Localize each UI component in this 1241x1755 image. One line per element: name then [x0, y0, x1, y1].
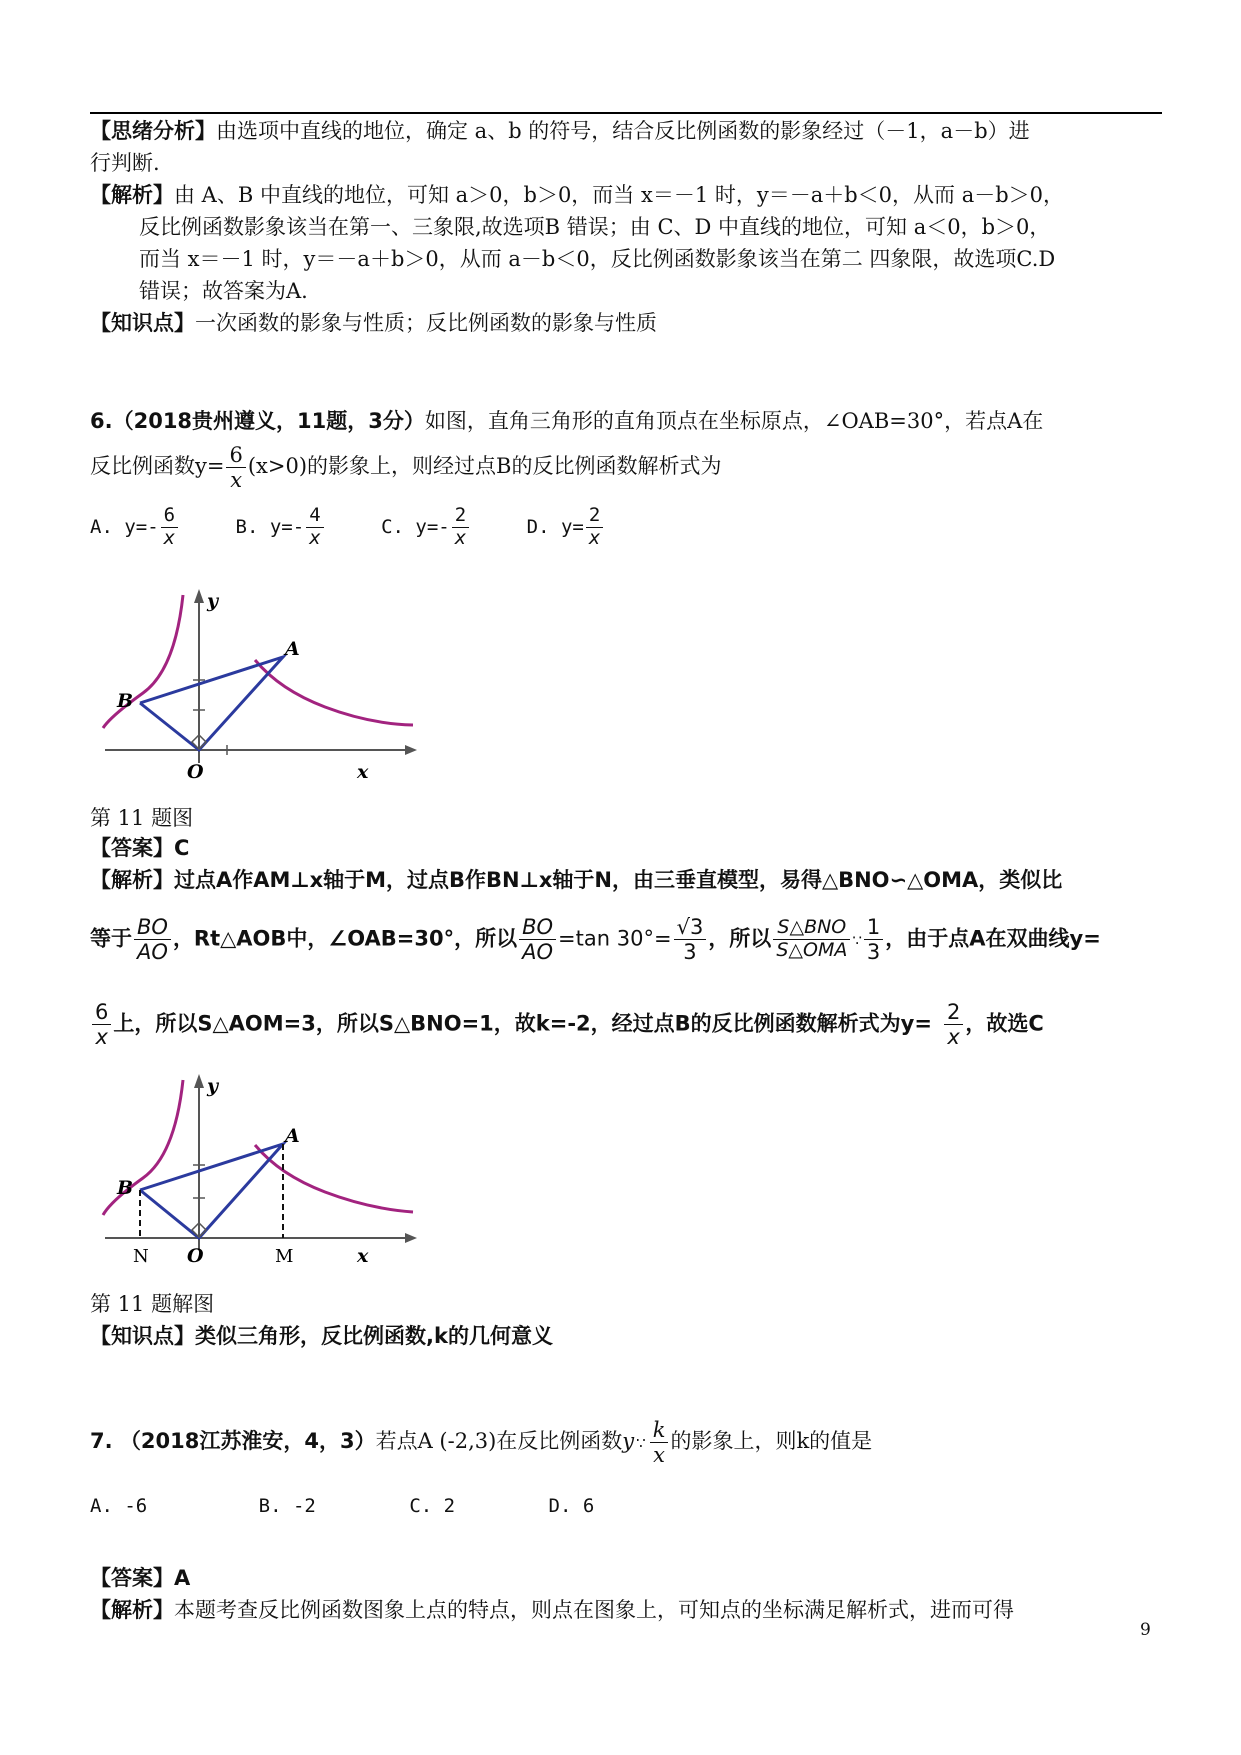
x-axis-arrow — [405, 1233, 417, 1243]
label-x: x — [357, 1245, 369, 1267]
q7-option-a: A. -6 — [90, 1495, 148, 1517]
q5-solution-line-4: 错误；故答案为A. — [139, 279, 308, 303]
label-o: O — [187, 1245, 204, 1267]
q7-answer: 【答案】A — [90, 1566, 191, 1590]
label-n: N — [133, 1246, 149, 1267]
label-a: A — [285, 638, 300, 660]
q7-option-c: C. 2 — [409, 1495, 456, 1517]
q7-option-b: B. -2 — [258, 1495, 316, 1517]
label-m: M — [275, 1246, 294, 1267]
q6-solution-line-1: 【解析】过点A作AM⊥x轴于M，过点B作BN⊥x轴于N，由三垂直模型，易得△BNO∽△OMA，类似比 — [90, 868, 1063, 892]
q5-knowledge: 【知识点】一次函数的影象与性质；反比例函数的影象与性质 — [90, 311, 657, 335]
q6-figure-caption: 第 11 题图 — [90, 806, 194, 830]
q6-solution-line-2: 等于 $\frac{BO}{AO}$ ，Rt△AOB中，∠OAB=30°，所以 $\frac{BO}{AO}$ =tan 30°= $\frac{√3}{3}$ ，所以 $\frac{\text{S△BNO}}{\text{S△OMA}}$ ∵ $\frac{1}{3}$ ，由于点A在双曲线y= — [90, 915, 1101, 965]
q5-solution-line-3: 而当 x＝－1 时，y＝－a＋b＞0，从而 a－b＜0，反比例函数影象该当在第二 四象限，故选项C.D — [139, 247, 1056, 271]
q5-analysis-line-2: 行判断. — [90, 151, 160, 175]
label-b: B — [117, 690, 134, 712]
q7-option-d: D. 6 — [548, 1495, 595, 1517]
label-y: y — [207, 590, 219, 612]
q5-solution-line-1: 【解析】由 A、B 中直线的地位，可知 a＞0，b＞0，而当 x＝－1 时，y＝－a＋b＜0，从而 a－b＞0， — [90, 183, 1065, 207]
x-axis-arrow — [405, 745, 417, 755]
q6-option-c: C. y=- $\frac{2}{x}$ — [381, 516, 471, 538]
q6-solution-figure — [95, 1070, 425, 1282]
q6-stem-line-1: 6.（2018贵州遵义，11题，3分）如图，直角三角形的直角顶点在坐标原点，∠OAB=30°，若点A在 — [90, 409, 1044, 433]
label-y: y — [207, 1075, 219, 1097]
y-axis-arrow — [194, 589, 204, 603]
q5-solution-line-2: 反比例函数影象该当在第一、三象限,故选项B 错误；由 C、D 中直线的地位，可知 a＜0，b＞0， — [139, 215, 1051, 239]
q6-solution-figure-caption: 第 11 题解图 — [90, 1292, 215, 1316]
q6-option-d: D. y= $\frac{2}{x}$ — [527, 516, 606, 538]
q6-solution-line-3: $\frac{6}{x}$ 上，所以S△AOM=3，所以S△BNO=1，故k=-2，经过点B的反比例函数解析式为y= $\frac{2}{x}$ ，故选C — [90, 1000, 1044, 1049]
label-x: x — [357, 761, 369, 783]
curve-left — [103, 595, 183, 728]
q6-option-b: B. y=- $\frac{4}{x}$ — [236, 516, 326, 538]
q7-options — [90, 1490, 594, 1522]
q6-stem-line-2: 反比例函数y= $\frac{6}{x}$ (x>0)的影象上，则经过点B的反比例函数解析式为 — [90, 443, 722, 493]
q7-stem: 7. （2018江苏淮安，4，3）若点A (-2,3)在反比例函数y ∵ $\frac{k}{x}$ 的影象上，则k的值是 — [90, 1418, 873, 1468]
page-number: 9 — [1140, 1620, 1151, 1640]
q7-solution: 【解析】本题考查反比例函数图象上点的特点，则点在图象上，可知点的坐标满足解析式，进而可得 — [90, 1598, 1014, 1622]
curve-left — [103, 1080, 183, 1215]
curve-right — [255, 1145, 413, 1212]
label-o: O — [187, 761, 204, 783]
q6-knowledge: 【知识点】类似三角形，反比例函数,k的几何意义 — [90, 1324, 553, 1348]
curve-right — [255, 660, 413, 725]
header-rule — [90, 112, 1162, 114]
label-a: A — [285, 1125, 300, 1147]
label-b: B — [117, 1177, 134, 1199]
q6-figure — [95, 585, 425, 795]
q5-analysis-line-1: 【思绪分析】由选项中直线的地位，确定 a、b 的符号，结合反比例函数的影象经过（－1，a－b）进 — [90, 119, 1030, 143]
q6-options — [90, 505, 605, 550]
q6-stem-fraction: $\frac{6}{x}$ — [226, 443, 245, 492]
y-axis-arrow — [194, 1074, 204, 1088]
q6-option-a: A. y=- $\frac{6}{x}$ — [90, 516, 180, 538]
q6-answer: 【答案】C — [90, 836, 190, 860]
